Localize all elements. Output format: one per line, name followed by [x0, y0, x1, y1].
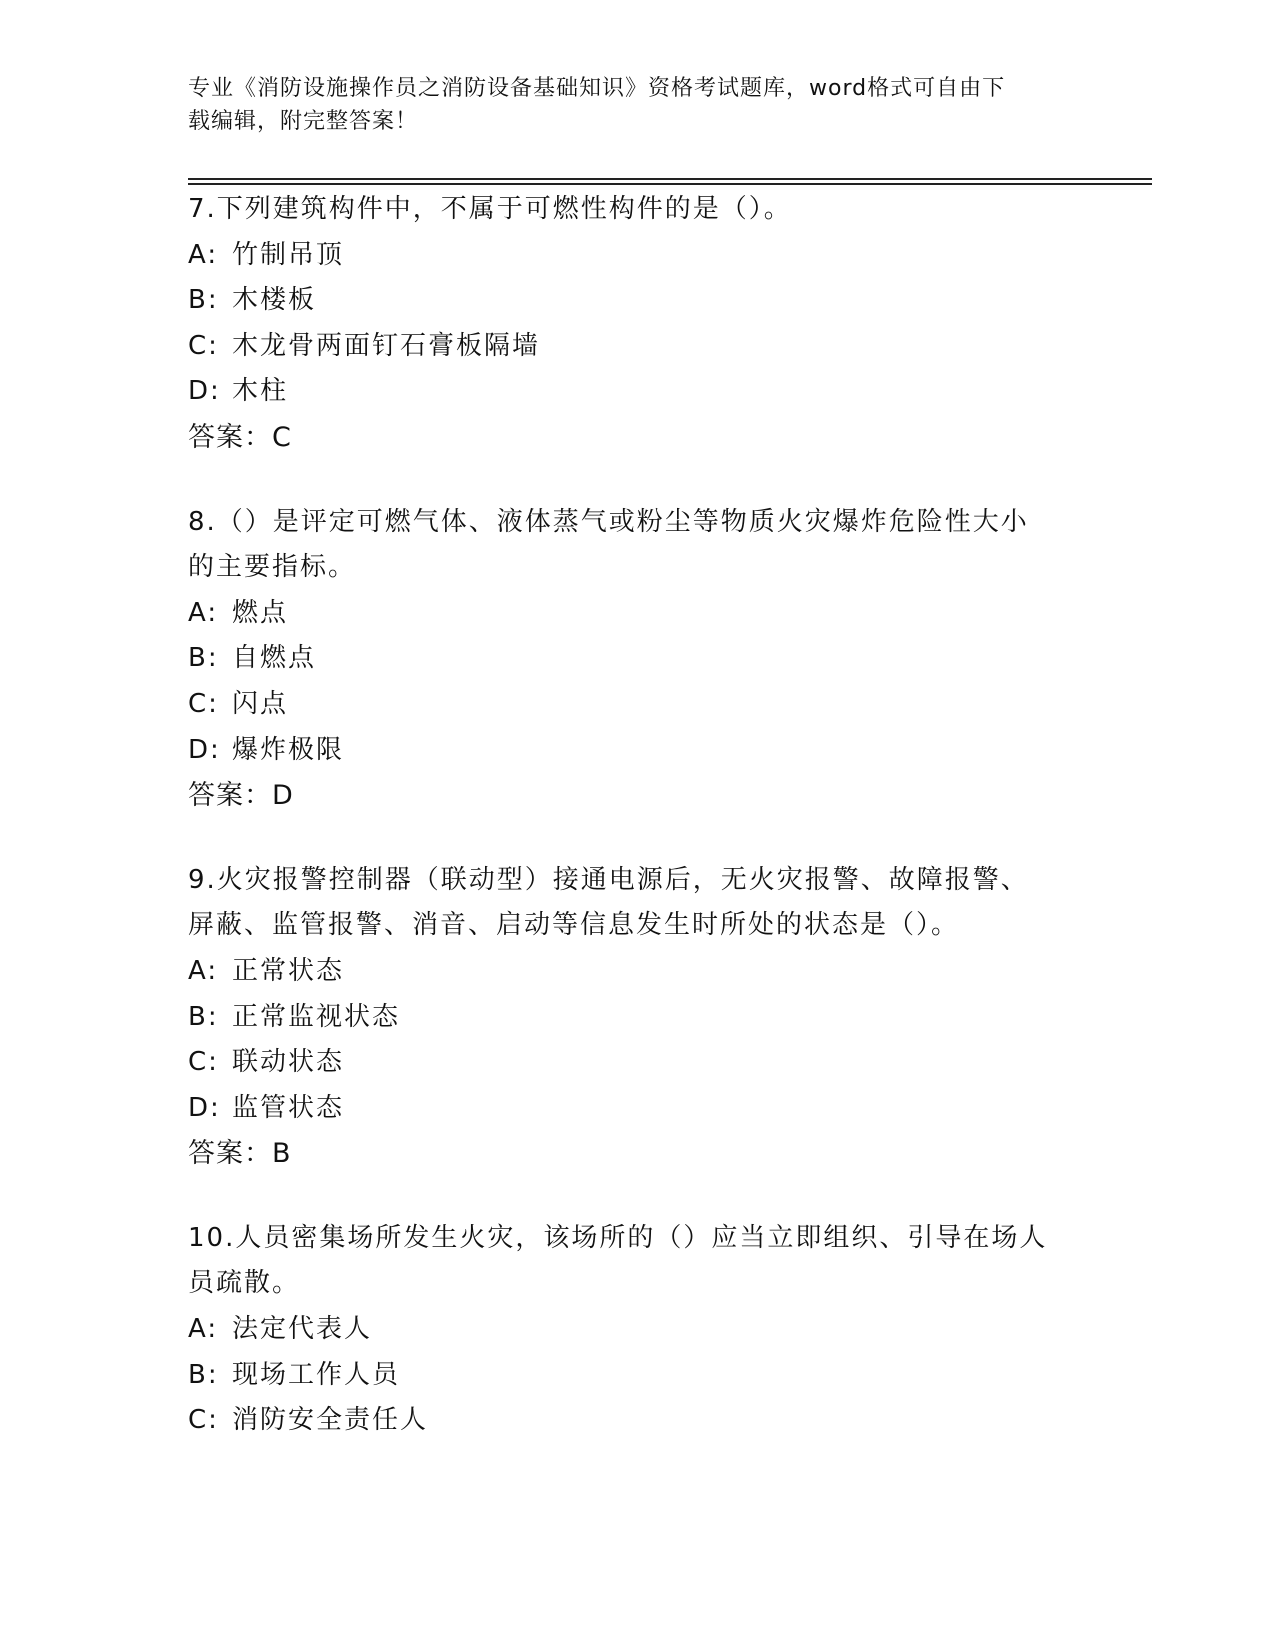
option-text: 自燃点	[232, 643, 317, 674]
option-b	[188, 636, 1088, 682]
stem-line: 9.火灾报警控制器（联动型）接通电源后，无火灾报警、故障报警、	[188, 864, 1029, 895]
option-b	[188, 278, 1088, 324]
option-text: 监管状态	[232, 1092, 345, 1123]
stem-line: 员疏散。	[188, 1268, 301, 1299]
document-header	[188, 72, 1068, 138]
option-text: 正常状态	[232, 955, 345, 986]
option-c	[188, 324, 1088, 370]
option-b	[188, 995, 1088, 1041]
option-key: D:	[188, 376, 221, 407]
option-key: D:	[188, 1092, 221, 1123]
option-a	[188, 233, 1088, 279]
option-a	[188, 949, 1088, 995]
header-line-2: 载编辑，附完整答案！	[188, 109, 419, 134]
question-list	[188, 187, 1088, 1444]
answer-line: 答案：D	[188, 780, 294, 812]
option-text: 法定代表人	[232, 1314, 373, 1345]
option-d	[188, 1086, 1088, 1132]
option-key: C:	[188, 1047, 219, 1078]
question-stem	[188, 500, 1088, 591]
option-c	[188, 1040, 1088, 1086]
option-d	[188, 728, 1088, 774]
header-divider-top	[188, 178, 1152, 180]
question-9	[188, 858, 1088, 1177]
option-key: B:	[188, 285, 219, 316]
option-text: 联动状态	[232, 1047, 345, 1078]
option-c	[188, 1398, 1088, 1444]
option-c	[188, 682, 1088, 728]
stem-line: 屏蔽、监管报警、消音、启动等信息发生时所处的状态是（）。	[188, 910, 960, 941]
stem-line: 10.人员密集场所发生火灾，该场所的（）应当立即组织、引导在场人	[188, 1222, 1048, 1253]
option-text: 燃点	[232, 597, 289, 628]
option-text: 正常监视状态	[232, 1001, 401, 1032]
question-stem	[188, 1216, 1088, 1307]
option-b	[188, 1353, 1088, 1399]
option-key: B:	[188, 1359, 219, 1390]
option-text: 木柱	[232, 376, 289, 407]
question-stem	[188, 858, 1088, 949]
question-stem	[188, 187, 1088, 233]
option-text: 现场工作人员	[232, 1359, 401, 1390]
option-key: D:	[188, 734, 221, 765]
option-text: 木龙骨两面钉石膏板隔墙	[232, 330, 541, 361]
stem-line: 7.下列建筑构件中，不属于可燃性构件的是（）。	[188, 194, 792, 224]
option-key: B:	[188, 643, 219, 674]
option-key: C:	[188, 1405, 219, 1436]
option-key: B:	[188, 1001, 219, 1032]
option-a	[188, 591, 1088, 637]
option-key: A:	[188, 1314, 219, 1345]
header-line-1: 专业《消防设施操作员之消防设备基础知识》资格考试题库，word格式可自由下	[188, 76, 1006, 101]
stem-line: 的主要指标。	[188, 552, 357, 583]
option-text: 消防安全责任人	[232, 1405, 429, 1436]
header-divider-bottom	[188, 183, 1152, 185]
option-a	[188, 1307, 1088, 1353]
option-text: 木楼板	[232, 285, 317, 316]
question-10	[188, 1216, 1088, 1444]
question-7	[188, 187, 1088, 461]
option-key: C:	[188, 688, 219, 719]
stem-line: 8.（）是评定可燃气体、液体蒸气或粉尘等物质火灾爆炸危险性大小	[188, 506, 1029, 537]
option-key: A:	[188, 239, 219, 270]
option-key: C:	[188, 330, 219, 361]
option-text: 爆炸极限	[232, 734, 345, 765]
option-d	[188, 369, 1088, 415]
option-text: 闪点	[232, 688, 289, 719]
option-key: A:	[188, 955, 219, 986]
answer-line: 答案：B	[188, 1138, 292, 1170]
option-key: A:	[188, 597, 219, 628]
answer-line: 答案：C	[188, 421, 292, 453]
option-text: 竹制吊顶	[232, 239, 345, 270]
question-8	[188, 500, 1088, 819]
